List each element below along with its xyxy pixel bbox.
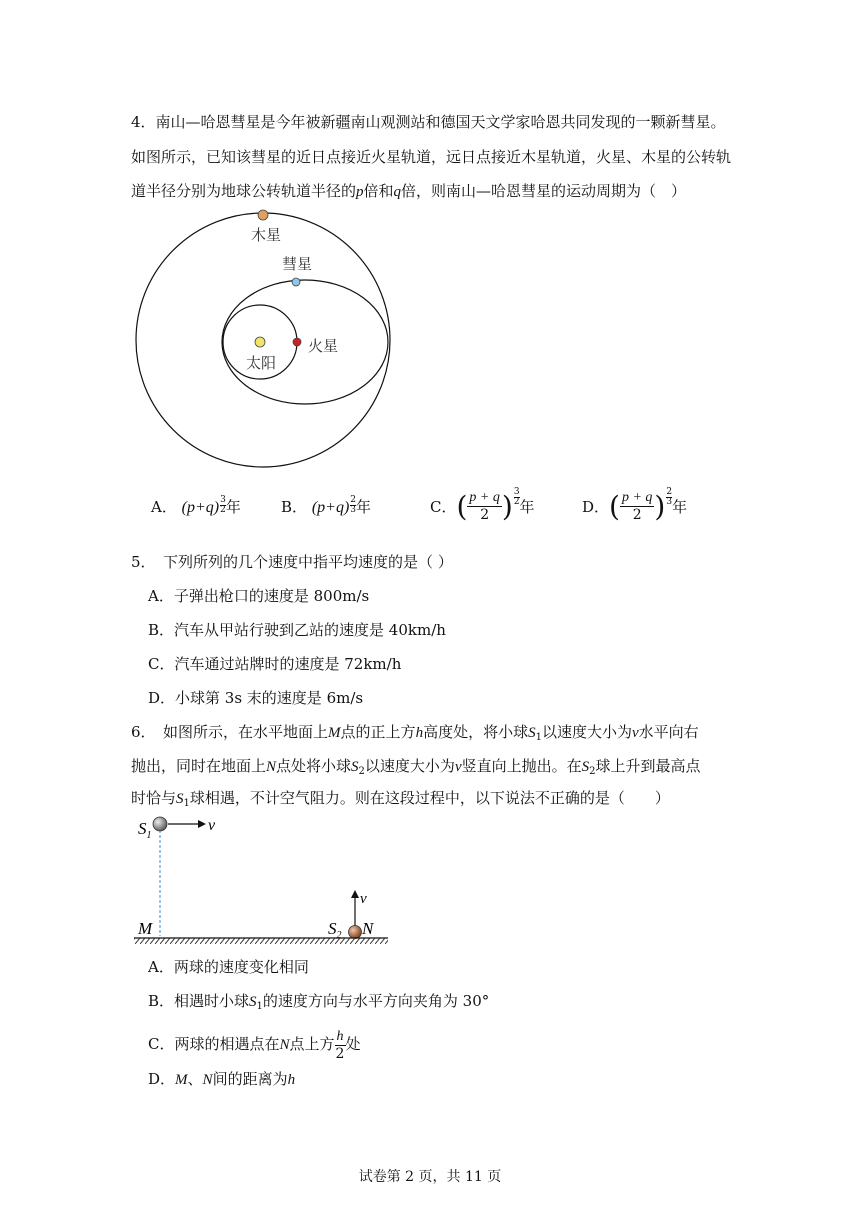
q4-line3-text: 倍和 xyxy=(363,182,394,200)
jupiter-dot xyxy=(258,210,268,220)
q6-text: 间的距离为 xyxy=(212,1070,288,1088)
q6-text: 抛出，同时在地面上 xyxy=(131,757,267,775)
option-base: (p+q) xyxy=(181,499,220,516)
var-v: v xyxy=(631,725,639,741)
comet-label: 彗星 xyxy=(282,255,313,273)
q6-text: 竖直向上抛出。在 xyxy=(461,757,582,775)
frac-num: h xyxy=(336,1028,344,1044)
frac-den: 2 xyxy=(335,1045,345,1062)
q5-option-b[interactable]: B．汽车从甲站行驶到乙站的速度是 40km/h xyxy=(148,621,446,639)
q5-option-d[interactable]: D．小球第 3s 末的速度是 6m/s xyxy=(148,689,364,707)
exp-den: 3 xyxy=(350,505,356,515)
var-S: S xyxy=(176,791,184,807)
q6-text: 球上升到最高点 xyxy=(595,757,701,775)
option-unit: 年 xyxy=(672,498,688,516)
q6-text: 点处将小球 xyxy=(276,757,352,775)
q6-option-c[interactable] xyxy=(148,1026,361,1062)
option-label: B． xyxy=(281,498,308,516)
subscript: 2 xyxy=(589,766,596,777)
q6-text: 6． 如图所示，在水平地面上 xyxy=(131,723,329,741)
q5-stem: 5． 下列所列的几个速度中指平均速度的是（ ） xyxy=(131,553,453,571)
exp-num: 2 xyxy=(350,495,356,505)
var-S: S xyxy=(249,994,257,1010)
q6-option-a[interactable]: A．两球的速度变化相同 xyxy=(148,958,309,976)
q6-text: D． xyxy=(148,1070,176,1088)
projectile-diagram xyxy=(130,812,390,947)
comet-orbit xyxy=(222,280,388,404)
frac-den: 2 xyxy=(632,507,642,523)
exp-num: 3 xyxy=(220,495,226,505)
q4-option-b[interactable] xyxy=(281,496,371,536)
frac-den: 2 xyxy=(480,507,490,523)
label-v-side: v xyxy=(360,891,367,907)
ball-s2 xyxy=(349,926,362,939)
var-h: h xyxy=(287,1072,296,1088)
frac-num: p + q xyxy=(621,490,653,505)
var-p: p xyxy=(356,184,364,200)
q6-text: 点的正上方 xyxy=(340,723,416,741)
label-n: N xyxy=(362,919,374,938)
q4-option-c[interactable]: C．( $\frac{p + q}{2}$ ) $\frac{3}{2}$年 xyxy=(430,487,535,523)
var-h: h xyxy=(415,725,424,741)
var-M: M xyxy=(175,1072,188,1088)
mars-dot xyxy=(293,338,301,346)
q6-text: B．相遇时小球 xyxy=(148,992,250,1010)
subscript: 1 xyxy=(256,1001,263,1012)
var-N: N xyxy=(279,1037,290,1053)
q6-text: 、 xyxy=(187,1070,203,1088)
q4-option-a[interactable] xyxy=(151,496,241,536)
exp-den: 2 xyxy=(220,505,226,515)
option-label: D． xyxy=(582,498,610,516)
q4-line3-text: 倍，则南山—哈恩彗星的运动周期为（ ） xyxy=(401,182,687,200)
ball-s1 xyxy=(153,817,167,831)
label-v-top: v xyxy=(208,817,216,834)
exp-num: 2 xyxy=(666,487,673,497)
q4-line1: 4．南山—哈恩彗星是今年被新疆南山观测站和德国天文学家哈恩共同发现的一颗新彗星。 xyxy=(131,113,726,131)
var-M: M xyxy=(328,725,341,741)
comet-dot xyxy=(292,278,300,286)
q6-text: C．两球的相遇点在 xyxy=(148,1035,280,1053)
orbit-diagram xyxy=(125,205,405,480)
q6-text: 的速度方向与水平方向夹角为 30° xyxy=(262,992,490,1010)
q6-option-b[interactable] xyxy=(148,991,489,1017)
q6-text: 点上方 xyxy=(289,1035,335,1053)
q4-option-d[interactable]: D．( $\frac{p + q}{2}$ ) $\frac{2}{3}$年 xyxy=(582,487,688,523)
label-s2: $S_2$ xyxy=(328,919,342,941)
q5-option-a[interactable]: A．子弹出枪口的速度是 800m/s xyxy=(148,587,370,605)
q6-text: 球相遇，不计空气阻力。则在这段过程中，以下说法不正确的是（ ） xyxy=(189,789,670,807)
exp-num: 3 xyxy=(513,487,520,497)
var-S: S xyxy=(528,725,536,741)
option-label: C． xyxy=(430,498,457,516)
var-N: N xyxy=(202,1072,213,1088)
q6-text: 高度处，将小球 xyxy=(423,723,529,741)
q5-option-c[interactable]: C．汽车通过站牌时的速度是 72km/h xyxy=(148,655,402,673)
q4-line3-text: 道半径分别为地球公转轨道半径的 xyxy=(131,182,357,200)
option-unit: 年 xyxy=(519,498,535,516)
q4-line2: 如图所示，已知该彗星的近日点接近火星轨道，远日点接近木星轨道，火星、木星的公转轨 xyxy=(131,148,732,166)
var-v: v xyxy=(454,759,462,775)
ground-hatch xyxy=(134,938,388,944)
page-footer: 试卷第 2 页，共 11 页 xyxy=(358,1169,502,1185)
q6-text: 处 xyxy=(345,1035,361,1053)
option-base: (p+q) xyxy=(311,499,350,516)
var-S: S xyxy=(581,759,590,775)
q6-option-d[interactable] xyxy=(148,1069,295,1090)
q4-line3 xyxy=(131,181,686,202)
label-s1: $S_1$ xyxy=(138,819,152,841)
arrowhead-up-icon xyxy=(351,890,359,898)
option-label: A． xyxy=(151,498,177,516)
q6-text: 以速度大小为 xyxy=(364,757,455,775)
var-q: q xyxy=(393,184,402,200)
jupiter-label: 木星 xyxy=(251,226,282,244)
arrowhead-right-icon xyxy=(198,820,206,828)
var-N: N xyxy=(266,759,277,775)
subscript: 1 xyxy=(183,798,190,809)
exp-den: 2 xyxy=(513,497,520,507)
sun-label: 太阳 xyxy=(246,354,277,372)
q6-line3 xyxy=(131,788,670,814)
exp-den: 3 xyxy=(666,497,673,507)
mars-label: 火星 xyxy=(308,337,339,355)
option-unit: 年 xyxy=(225,498,241,516)
q6-text: 时恰与 xyxy=(131,789,177,807)
q6-text: 水平向右 xyxy=(638,723,699,741)
var-S: S xyxy=(351,759,359,775)
sun-dot xyxy=(255,337,265,347)
option-unit: 年 xyxy=(356,498,372,516)
label-m: M xyxy=(138,919,153,938)
q6-line1 xyxy=(131,722,699,748)
q6-text: 以速度大小为 xyxy=(541,723,632,741)
frac-num: p + q xyxy=(469,490,500,505)
q6-line2 xyxy=(131,756,701,782)
subscript: 1 xyxy=(535,732,542,743)
subscript: 2 xyxy=(358,766,365,777)
